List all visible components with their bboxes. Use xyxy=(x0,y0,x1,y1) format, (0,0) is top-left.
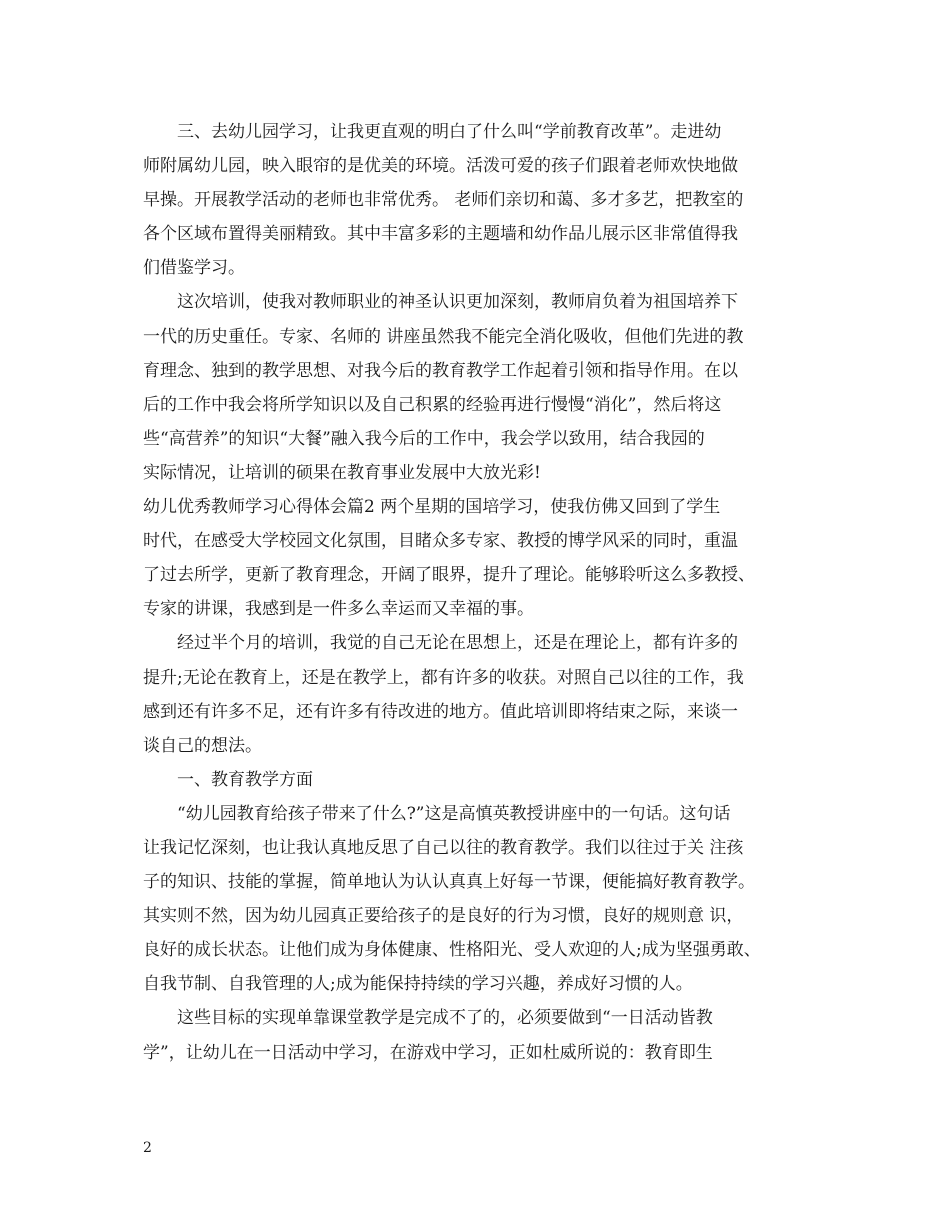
text-line: 后的工作中我会将所学知识以及自己积累的经验再进行慢慢“消化”，然后将这 xyxy=(143,394,722,415)
text-line: 些“高营养”的知识“大餐”融入我今后的工作中，我会学以致用，结合我园的 xyxy=(143,428,705,449)
page-number: 2 xyxy=(143,1140,152,1156)
text-line: 一、教育教学方面 xyxy=(177,769,313,790)
text-line: 一代的历史重任。专家、名师的 讲座虽然我不能完全消化吸收，但他们先进的教 xyxy=(143,326,744,347)
text-line: 师附属幼儿园，映入眼帘的是优美的环境。活泼可爱的孩子们跟着老师欢快地做 xyxy=(143,156,738,177)
text-line: 时代，在感受大学校园文化氛围，目睹众多专家、教授的博学风采的同时，重温 xyxy=(143,531,738,552)
text-line: 学”，让幼儿在一日活动中学习，在游戏中学习，正如杜威所说的：教育即生 xyxy=(143,1042,713,1063)
text-line: 实际情况，让培训的硕果在教育事业发展中大放光彩! xyxy=(143,462,541,483)
text-line: 其实则不然，因为幼儿园真正要给孩子的是良好的行为习惯，良好的规则意 识， xyxy=(143,906,744,927)
text-line: 幼儿优秀教师学习心得体会篇2 两个星期的国培学习，使我仿佛又回到了学生 xyxy=(143,497,721,518)
text-line: 让我记忆深刻，也让我认真地反思了自己以往的教育教学。我们以往过于关 注孩 xyxy=(143,837,744,858)
text-line: 们借鉴学习。 xyxy=(143,258,245,279)
text-line: 这些目标的实现单靠课堂教学是完成不了的，必须要做到“一日活动皆教 xyxy=(177,1008,713,1029)
text-line: 这次培训，使我对教师职业的神圣认识更加深刻，教师肩负着为祖国培养下 xyxy=(177,292,738,313)
text-line: “幼儿园教育给孩子带来了什么?”这是高慎英教授讲座中的一句话。这句话 xyxy=(177,803,731,824)
text-line: 三、去幼儿园学习，让我更直观的明白了什么叫“学前教育改革”。走进幼 xyxy=(177,122,722,142)
text-line: 专家的讲课，我感到是一件多么幸运而又幸福的事。 xyxy=(143,599,534,620)
text-line: 各个区域布置得美丽精致。其中丰富多彩的主题墙和幼作品儿展示区非常值得我 xyxy=(143,224,738,245)
text-line: 感到还有许多不足，还有许多有待改进的地方。值此培训即将结束之际，来谈一 xyxy=(143,701,738,722)
text-line: 早操。开展教学活动的老师也非常优秀。 老师们亲切和蔼、多才多艺，把教室的 xyxy=(143,190,744,211)
document-body xyxy=(143,115,809,1070)
text-line: 了过去所学，更新了教育理念，开阔了眼界，提升了理论。能够聆听这么多教授、 xyxy=(143,565,755,586)
text-line: 子的知识、技能的掌握，简单地认为认认真真上好每一节课，便能搞好教育教学。 xyxy=(143,872,755,893)
text-line: 经过半个月的培训，我觉的自己无论在思想上，还是在理论上，都有许多的 xyxy=(177,633,738,654)
text-line: 自我节制、自我管理的人;成为能保持持续的学习兴趣，养成好习惯的人。 xyxy=(143,974,693,995)
text-line: 良好的成长状态。让他们成为身体健康、性格阳光、受人欢迎的人;成为坚强勇敢、 xyxy=(143,940,761,961)
text-line: 育理念、独到的教学思想、对我今后的教育教学工作起着引领和指导作用。在以 xyxy=(143,360,738,381)
text-line: 提升;无论在教育上，还是在教学上，都有许多的收获。对照自己以往的工作，我 xyxy=(143,667,744,688)
text-line: 谈自己的想法。 xyxy=(143,735,262,756)
